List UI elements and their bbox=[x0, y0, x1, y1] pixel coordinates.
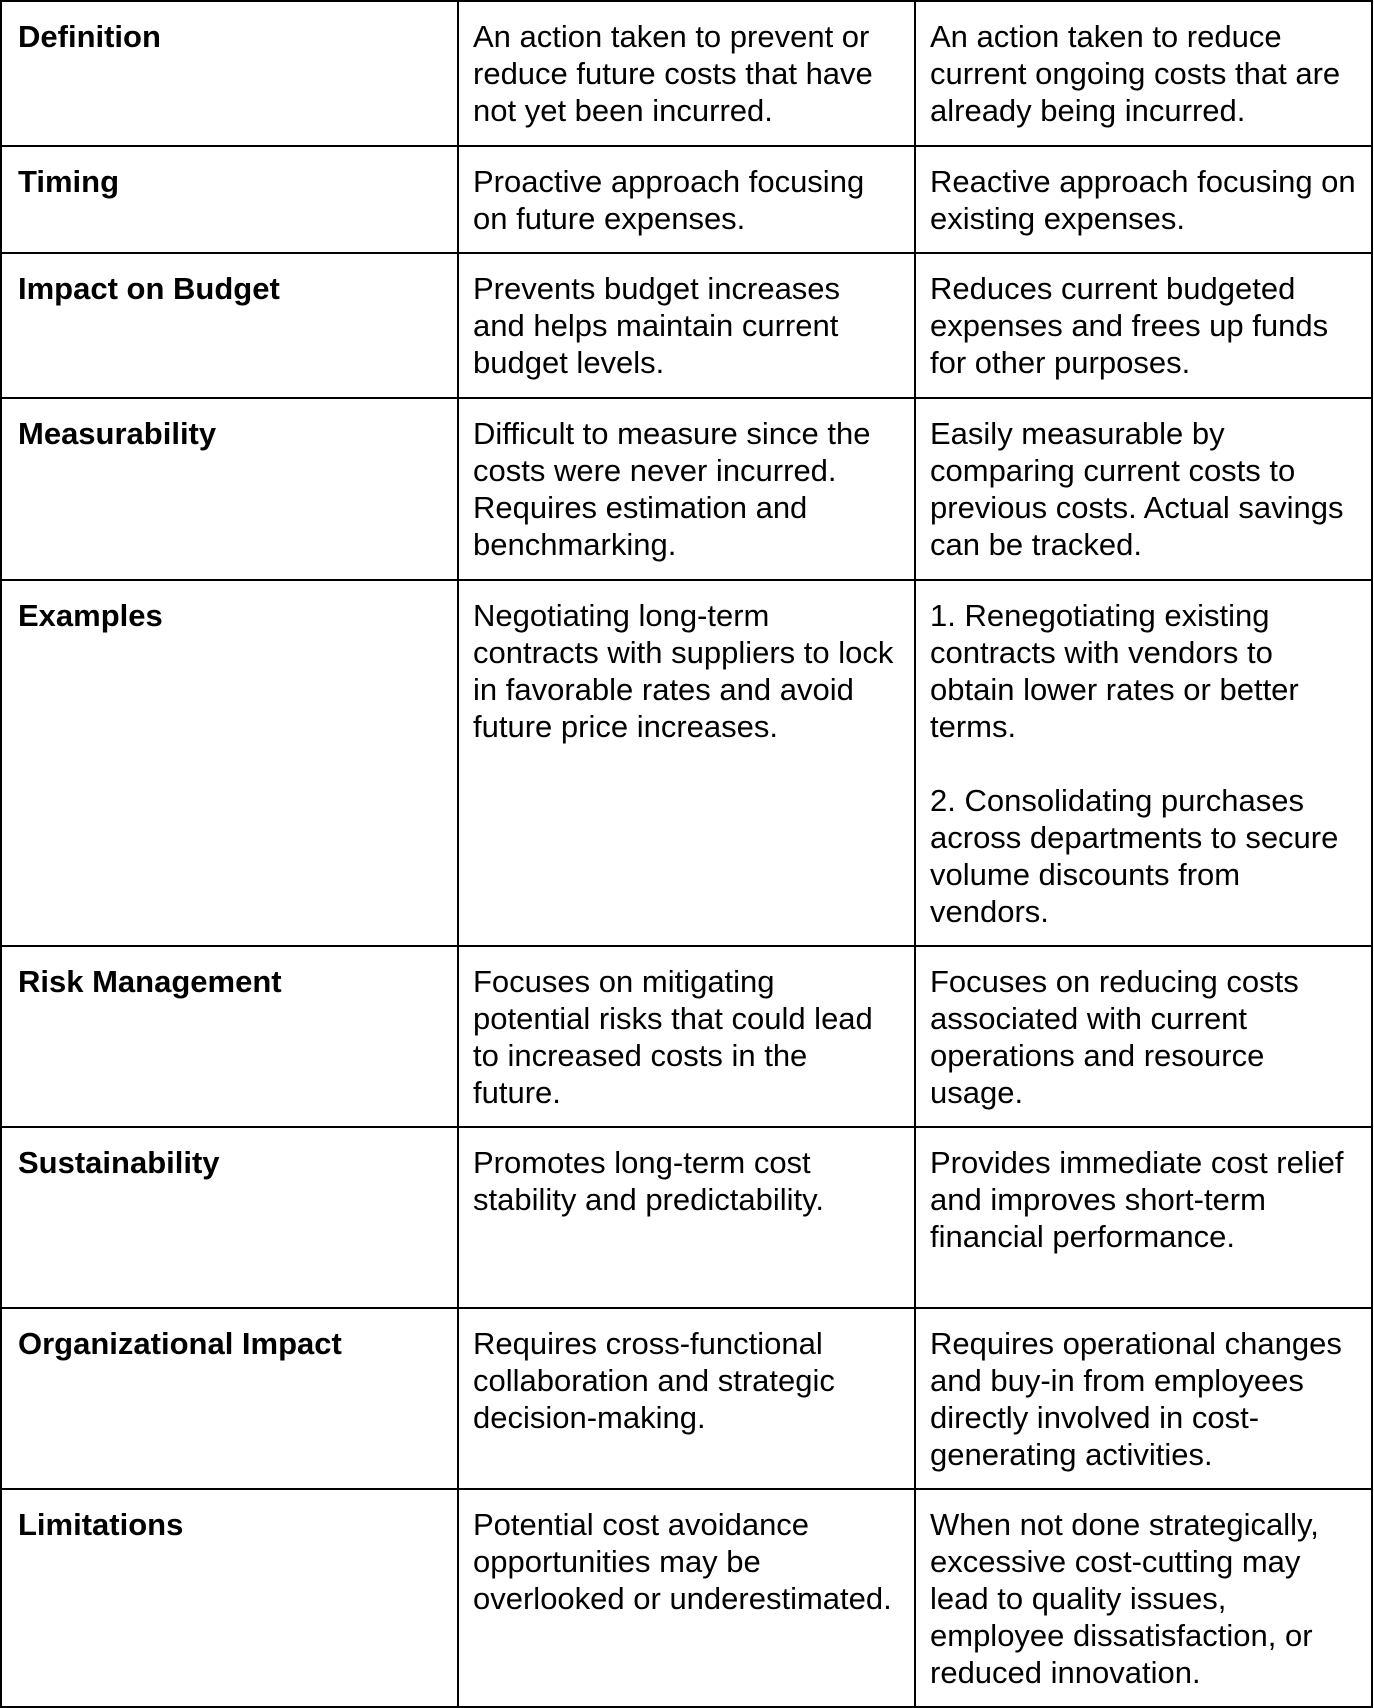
cell-paragraph: When not done strategically, excessive cost-cutting may lead to quality issues, employee dissatisfaction, or reduced innovation. bbox=[930, 1507, 1319, 1690]
cost-avoidance-cell: An action taken to prevent or reduce future costs that have not yet been incurred. bbox=[458, 1, 915, 146]
cost-reduction-cell bbox=[915, 253, 1372, 398]
cost-avoidance-cell: Negotiating long-term contracts with suppliers to lock in favorable rates and avoid future price increases. bbox=[458, 580, 915, 946]
cost-reduction-cell bbox=[915, 1308, 1372, 1489]
table-row-examples bbox=[1, 580, 1372, 946]
cost-avoidance-cell: Focuses on mitigating potential risks that could lead to increased costs in the future. bbox=[458, 946, 915, 1127]
table-row-limitations bbox=[1, 1489, 1372, 1707]
row-label: Definition bbox=[1, 1, 458, 146]
row-label: Risk Management bbox=[1, 946, 458, 1127]
cell-paragraph: Focuses on reducing costs associated with current operations and resource usage. bbox=[930, 964, 1299, 1110]
row-label: Impact on Budget bbox=[1, 253, 458, 398]
cell-paragraph: Reactive approach focusing on existing expenses. bbox=[930, 164, 1356, 236]
table-row-measurability bbox=[1, 398, 1372, 580]
cost-avoidance-cell: Requires cross-functional collaboration and strategic decision-making. bbox=[458, 1308, 915, 1489]
cost-reduction-cell bbox=[915, 1127, 1372, 1308]
cell-paragraph: 1. Renegotiating existing contracts with vendors to obtain lower rates or better terms. bbox=[930, 598, 1299, 744]
cost-reduction-cell bbox=[915, 146, 1372, 253]
row-label: Measurability bbox=[1, 398, 458, 580]
cell-paragraph: Easily measurable by comparing current costs to previous costs. Actual savings can be tracked. bbox=[930, 416, 1344, 562]
cost-reduction-cell bbox=[915, 1, 1372, 146]
table-row-impact-on-budget bbox=[1, 253, 1372, 398]
cost-reduction-cell bbox=[915, 946, 1372, 1127]
table-row-sustainability bbox=[1, 1127, 1372, 1308]
cost-avoidance-cell: Potential cost avoidance opportunities may be overlooked or underestimated. bbox=[458, 1489, 915, 1707]
table-row-organizational-impact bbox=[1, 1308, 1372, 1489]
cost-reduction-cell bbox=[915, 1489, 1372, 1707]
cost-avoidance-cell: Prevents budget increases and helps maintain current budget levels. bbox=[458, 253, 915, 398]
cell-paragraph: Provides immediate cost relief and improves short-term financial performance. bbox=[930, 1145, 1344, 1254]
table-row-timing bbox=[1, 146, 1372, 253]
cost-avoidance-cell: Promotes long-term cost stability and predictability. bbox=[458, 1127, 915, 1308]
table-row-risk-management bbox=[1, 946, 1372, 1127]
cost-reduction-cell bbox=[915, 580, 1372, 946]
cost-reduction-cell bbox=[915, 398, 1372, 580]
row-label: Organizational Impact bbox=[1, 1308, 458, 1489]
cell-paragraph: Requires operational changes and buy-in from employees directly involved in cost-generating activities. bbox=[930, 1326, 1342, 1472]
cost-avoidance-cell: Proactive approach focusing on future expenses. bbox=[458, 146, 915, 253]
cost-avoidance-cell: Difficult to measure since the costs were never incurred. Requires estimation and benchmarking. bbox=[458, 398, 915, 580]
cell-paragraph: Reduces current budgeted expenses and frees up funds for other purposes. bbox=[930, 271, 1329, 380]
cell-paragraph: 2. Consolidating purchases across departments to secure volume discounts from vendors. bbox=[930, 783, 1339, 929]
table-row-definition bbox=[1, 1, 1372, 146]
cell-paragraph: An action taken to reduce current ongoing costs that are already being incurred. bbox=[930, 19, 1341, 128]
row-label: Timing bbox=[1, 146, 458, 253]
row-label: Limitations bbox=[1, 1489, 458, 1707]
row-label: Examples bbox=[1, 580, 458, 946]
row-label: Sustainability bbox=[1, 1127, 458, 1308]
